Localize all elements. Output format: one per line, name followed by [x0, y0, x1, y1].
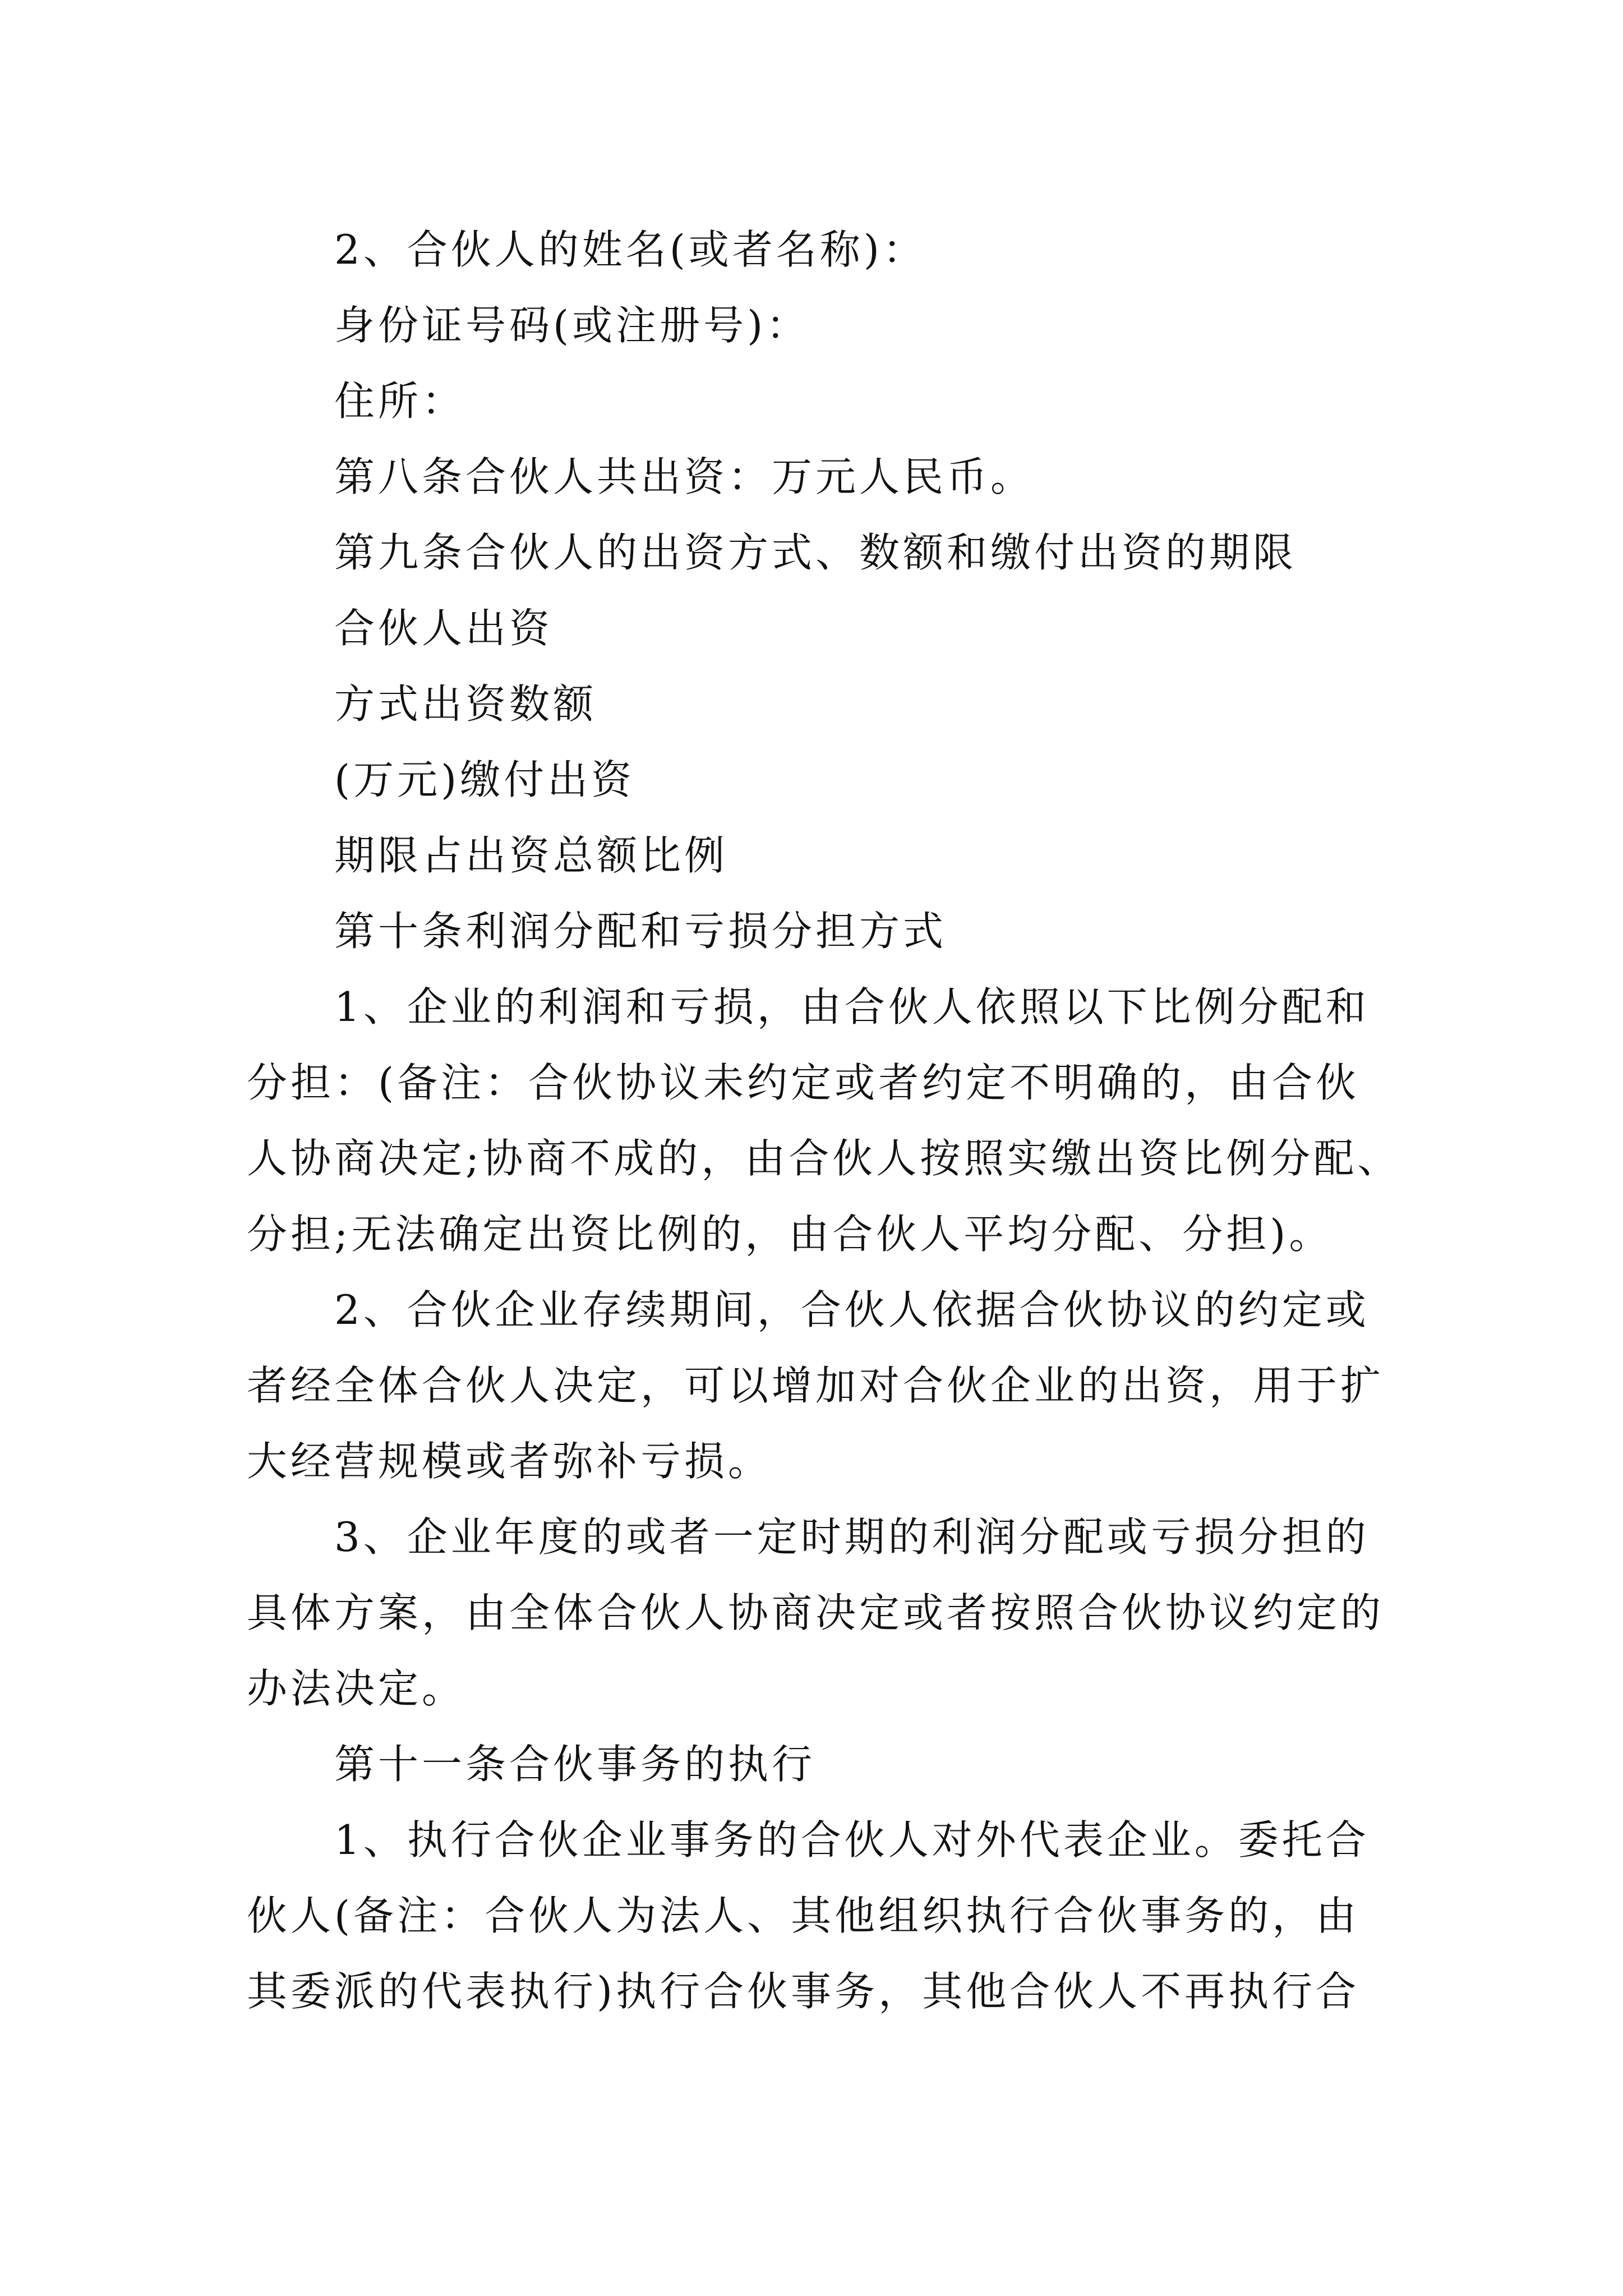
paragraph-distribution-plan — [247, 1499, 1385, 1727]
paragraph-line: 2、合伙企业存续期间，合伙人依据合伙协议的约定或 — [334, 1286, 1370, 1333]
article-10-heading: 第十条利润分配和亏损分担方式 — [334, 908, 947, 955]
document-body — [247, 212, 1401, 2030]
paragraph-line: 者经全体合伙人决定，可以增加对合伙企业的出资，用于扩 — [247, 1362, 1385, 1409]
paragraph-line: 办法决定。 — [247, 1665, 466, 1712]
paragraph-line: 3、企业年度的或者一定时期的利润分配或亏损分担的 — [334, 1513, 1370, 1561]
text-line-method-amount: 方式出资数额 — [334, 680, 597, 728]
paragraph-line: 1、执行合伙企业事务的合伙人对外代表企业。委托合 — [334, 1816, 1370, 1864]
text-line-unit-payment: (万元)缴付出资 — [334, 756, 635, 803]
article-11-heading: 第十一条合伙事务的执行 — [334, 1741, 816, 1788]
paragraph-line: 人协商决定;协商不成的，由合伙人按照实缴出资比例分配、 — [247, 1135, 1401, 1182]
paragraph-line: 伙人(备注：合伙人为法人、其他组织执行合伙事务的，由 — [247, 1892, 1360, 1939]
paragraph-line: 其委派的代表执行)执行合伙事务，其他合伙人不再执行合 — [247, 1968, 1360, 2015]
article-9-heading: 第九条合伙人的出资方式、数额和缴付出资的期限 — [334, 529, 1297, 576]
paragraph-profit-loss — [247, 969, 1401, 1272]
paragraph-line: 分担;无法确定出资比例的，由合伙人平均分配、分担)。 — [247, 1211, 1333, 1258]
paragraph-line: 1、企业的利润和亏损，由合伙人依照以下比例分配和 — [334, 983, 1370, 1030]
paragraph-affairs-execution — [247, 1802, 1385, 2030]
paragraph-capital-increase — [247, 1272, 1385, 1499]
text-line-partner-name: 2、合伙人的姓名(或者名称)： — [334, 226, 926, 273]
text-line-address: 住所： — [334, 378, 466, 425]
paragraph-line: 大经营规模或者弥补亏损。 — [247, 1438, 772, 1485]
text-line-contribution: 合伙人出资 — [334, 605, 554, 652]
paragraph-line: 分担：(备注：合伙协议未约定或者约定不明确的，由合伙 — [247, 1059, 1360, 1106]
text-line-term-ratio: 期限占出资总额比例 — [334, 832, 728, 879]
article-8: 第八条合伙人共出资：万元人民币。 — [334, 453, 1035, 500]
paragraph-line: 具体方案，由全体合伙人协商决定或者按照合伙协议约定的 — [247, 1589, 1385, 1636]
text-line-id-number: 身份证号码(或注册号)： — [334, 302, 810, 349]
